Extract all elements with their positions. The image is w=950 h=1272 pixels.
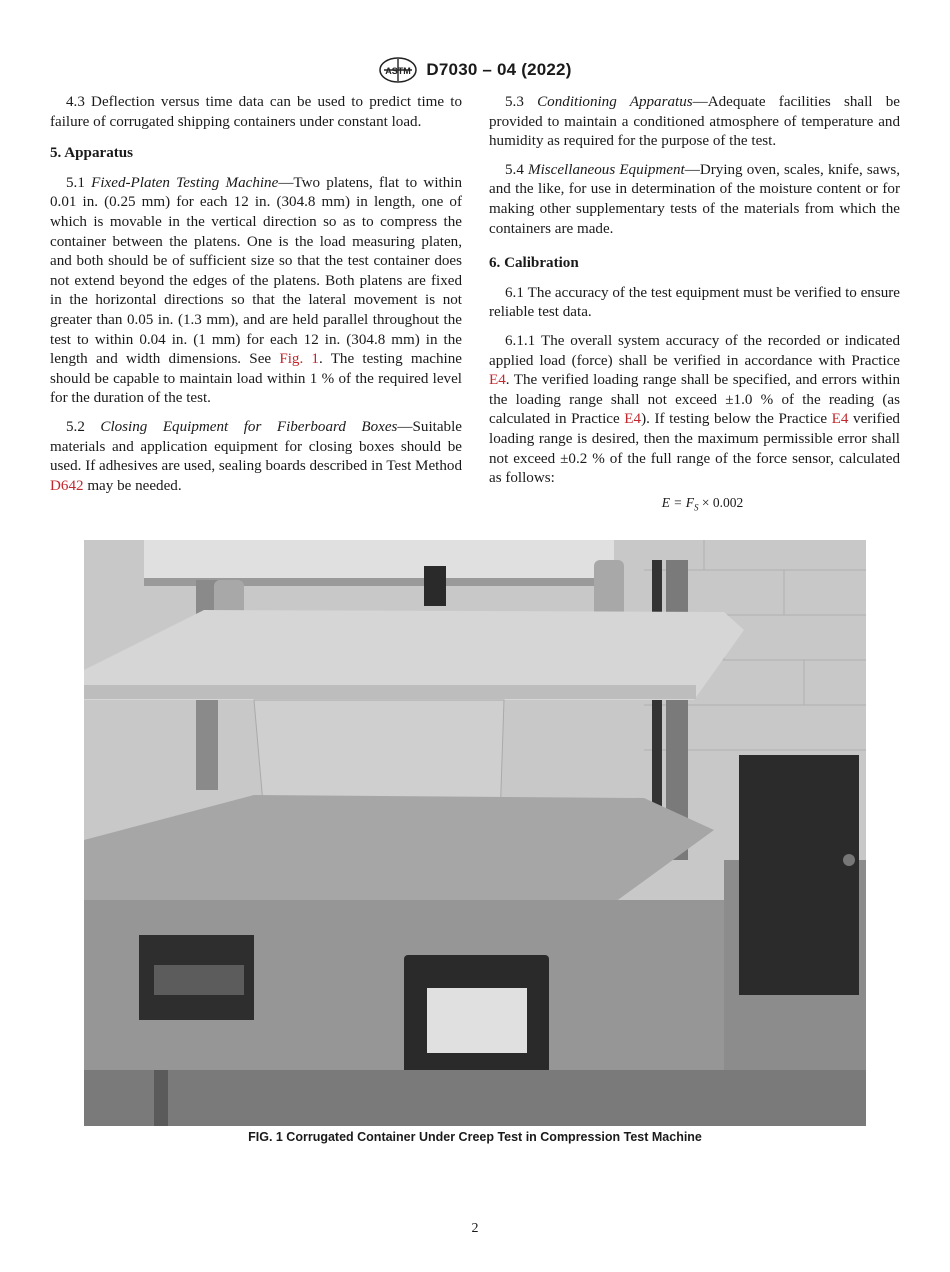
paragraph-5-4: 5.4 Miscellaneous Equipment—Drying oven, scales, knife, saws, and the like, for use in determination of the moisture content or for making other supplementary tests of the materials from which the containers are made. xyxy=(489,161,900,237)
e4-link-3[interactable]: E4 xyxy=(831,411,849,428)
right-column xyxy=(489,93,900,527)
d642-link[interactable]: D642 xyxy=(50,477,84,494)
paragraph-5-2: 5.2 Closing Equipment for Fiberboard Boxes—Suitable materials and application equipment for closing boxes should be used. If adhesives are used, sealing boards described in Test Method D642 may be needed. xyxy=(50,418,462,494)
astm-logo-icon xyxy=(378,56,418,84)
svg-text:ASTM: ASTM xyxy=(385,66,412,76)
accuracy-formula: $E = F_S \times 0.002$ xyxy=(661,494,744,513)
paragraph-5-1: 5.1 Fixed-Platen Testing Machine—Two platens, flat to within 0.01 in. (0.25 mm) for each 12 in. (304.8 mm) in length, one of which is movable in the vertical direction so as to compress the container between the platens. One is the load measuring platen, and both should be of sufficient size so that the test container does not extend beyond the edges of the platens. Both platens are fixed in the horizontal directions so that the lateral movement is not greater than 0.05 in. (1.3 mm), and are held parallel throughout the test to within 0.04 in. (1 mm) for each 12 in. (304.8 mm) in the length and width dimensions. See Fig. 1. The testing machine should be capable to maintain load within 1 % of the required level for the duration of the test. xyxy=(50,174,462,407)
e4-link-2[interactable]: E4 xyxy=(624,411,642,428)
section-5-heading: 5. Apparatus xyxy=(50,145,134,162)
section-6-heading: 6. Calibration xyxy=(489,255,579,272)
paragraph-5-3: 5.3 Conditioning Apparatus—Adequate facilities shall be provided to maintain a conditioned atmosphere of temperature and humidity as required for the purpose of the test. xyxy=(489,94,900,150)
page-number: 2 xyxy=(471,1221,479,1236)
figure-caption: FIG. 1 Corrugated Container Under Creep Test in Compression Test Machine xyxy=(248,1130,702,1144)
compression-test-machine-photo xyxy=(84,540,866,1126)
paragraph-4-3: 4.3 Deflection versus time data can be used to predict time to failure of corrugated shipping containers under constant load. xyxy=(50,94,462,130)
left-column xyxy=(50,93,462,505)
paragraph-6-1-1: 6.1.1 The overall system accuracy of the recorded or indicated applied load (force) shall be verified in accordance with Practice E4. The verified loading range shall be specified, and errors within the loading range shall not exceed ±1.0 % of the reading (as calculated in Practice E4). If testing below the Practice E4 verified loading range is desired, then the maximum permissible error shall not exceed ±0.2 % of the full range of the force sensor, calculated as follows: xyxy=(489,332,900,487)
standard-designation: D7030 – 04 (2022) xyxy=(426,60,572,79)
fig-1-link[interactable]: Fig. 1 xyxy=(279,351,319,368)
page-header xyxy=(0,56,950,84)
paragraph-6-1: 6.1 The accuracy of the test equipment must be verified to ensure reliable test data. xyxy=(489,284,900,321)
e4-link-1[interactable]: E4 xyxy=(489,372,506,389)
figure-1-photo xyxy=(84,540,866,1126)
